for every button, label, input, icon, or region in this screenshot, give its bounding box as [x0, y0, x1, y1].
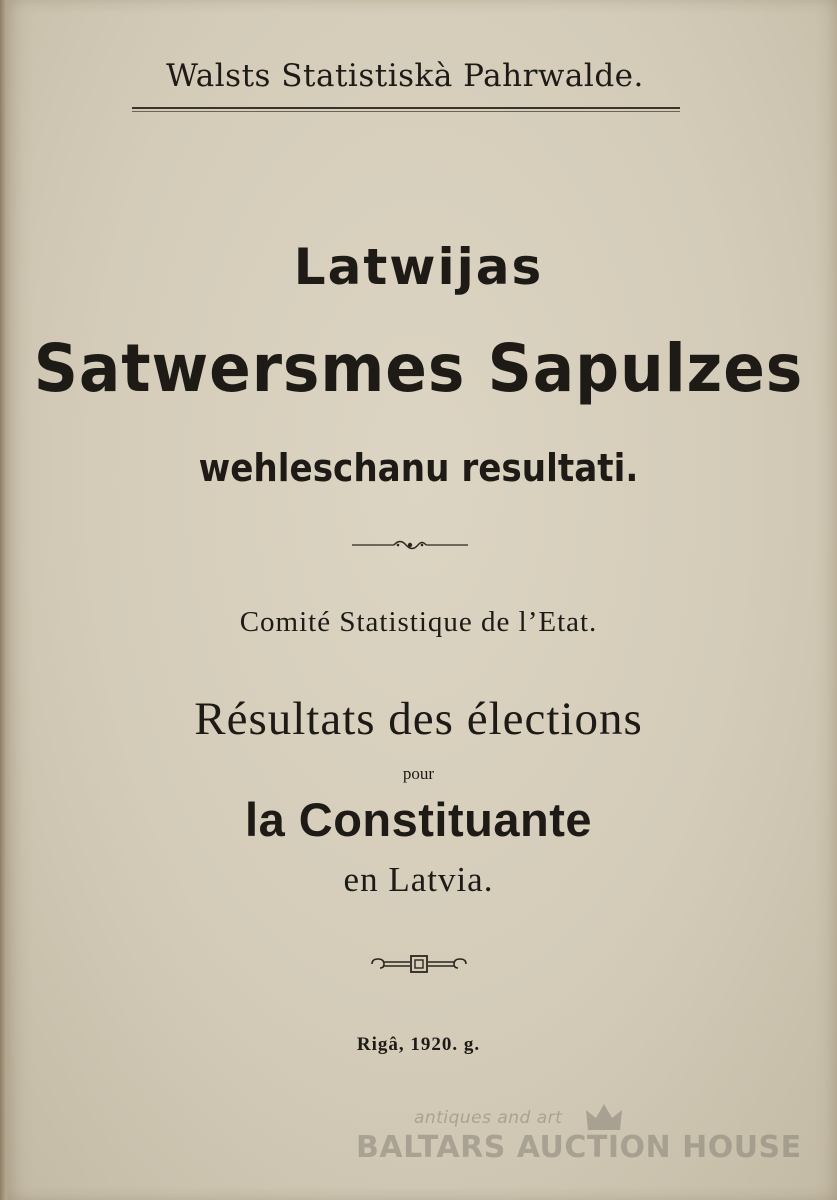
agency-name-french: Comité Statistique de l’Etat.: [239, 606, 598, 638]
page-edge: [0, 0, 10, 1200]
agency-name-latvian: Walsts Statistiskà Pahrwalde.: [166, 58, 644, 94]
french-title-line-1: Résultats des élections: [194, 693, 643, 745]
ornament-divider-icon: [352, 537, 468, 553]
title-line-2: Satwersmes Sapulzes: [33, 330, 804, 407]
header-rule: [132, 107, 680, 109]
french-title-line-2: pour: [402, 764, 435, 783]
french-title-line-4: en Latvia.: [343, 860, 494, 899]
title-line-1: Latwijas: [293, 238, 544, 296]
ornament-scroll-icon: [370, 954, 468, 974]
imprint-place-date: Rigâ, 1920. g.: [356, 1034, 481, 1055]
watermark-name: BALTARS AUCTION HOUSE: [356, 1130, 802, 1165]
title-line-3: wehleschanu resultati.: [198, 446, 639, 490]
header-rule-thin: [132, 111, 680, 112]
auction-watermark: [356, 1108, 802, 1172]
french-title-line-3: la Constituante: [245, 793, 592, 846]
watermark-tagline: antiques and art: [414, 1108, 563, 1128]
